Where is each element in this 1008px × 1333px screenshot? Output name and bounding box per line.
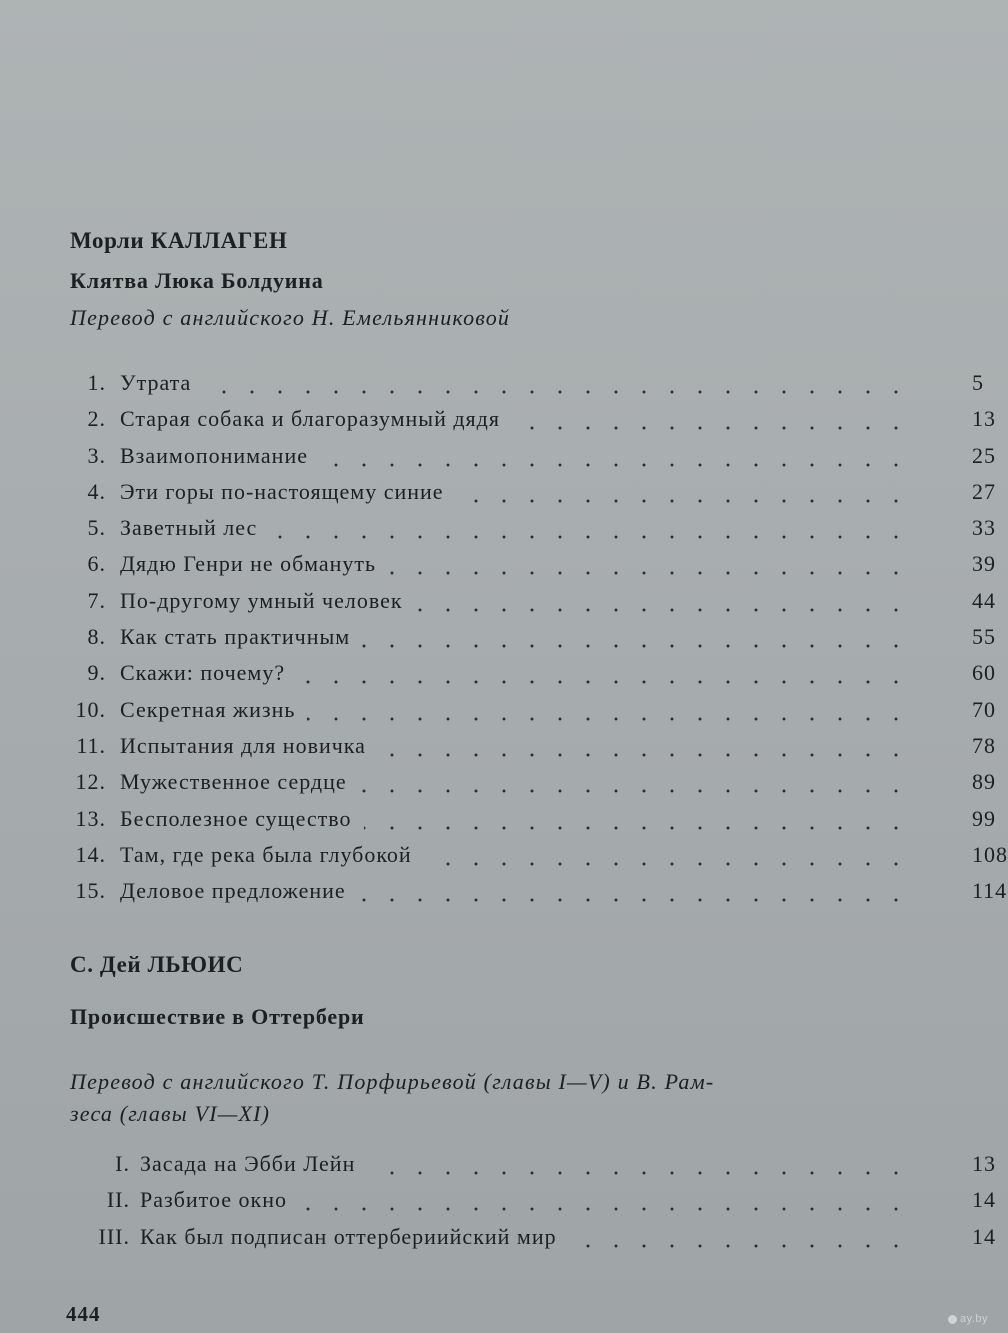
chapter-number: II. [106, 1187, 130, 1213]
chapter-page-number: 5 [972, 370, 984, 395]
leader-dots [415, 583, 915, 619]
toc-entry [0, 1182, 1000, 1218]
toc-entry [0, 619, 1000, 655]
chapter-title: Как стать практичным [120, 624, 351, 650]
leader-dots [359, 764, 915, 800]
leader-dots [456, 474, 915, 510]
chapter-number: 12. [75, 769, 106, 795]
chapter-number: 3. [87, 442, 106, 468]
chapter-page-number: 13 [972, 406, 996, 432]
chapter-page-number: 89 [972, 769, 996, 795]
chapter-title: Секретная жизнь [120, 696, 296, 722]
author-callaghan: Морли КАЛЛАГЕН [70, 228, 288, 253]
chapter-page-number: 33 [972, 515, 996, 541]
chapter-number: 11. [76, 732, 106, 758]
chapter-title: Дядю Генри не обмануть [120, 551, 377, 577]
toc-entry [0, 655, 1000, 691]
leader-dots [297, 655, 915, 691]
toc-entry [0, 401, 1000, 437]
table-of-contents-1 [0, 365, 1008, 909]
leader-dots [367, 1146, 915, 1182]
leader-dots [378, 728, 915, 764]
toc-entry [0, 764, 1000, 800]
chapter-page-number: 78 [972, 732, 996, 758]
chapter-title: Утрата [120, 370, 192, 395]
watermark-text: ay.by [960, 1313, 988, 1325]
watermark [948, 1313, 988, 1325]
translator-credit-2-line2: зеса (главы VI—XI) [70, 1101, 271, 1126]
leader-dots [364, 801, 915, 837]
toc-entry [0, 510, 1000, 546]
work-title-otterbury: Происшествие в Оттербери [70, 1004, 365, 1029]
leader-dots [320, 438, 915, 474]
chapter-page-number: 44 [972, 587, 996, 613]
leader-dots [512, 401, 915, 437]
chapter-page-number: 114 [972, 878, 1008, 904]
leader-dots [307, 692, 915, 728]
leader-dots [269, 510, 915, 546]
chapter-page-number: 99 [972, 805, 996, 831]
chapter-page-number: 14 [972, 1187, 996, 1213]
chapter-number: 6. [87, 551, 106, 577]
chapter-number: 7. [87, 587, 106, 613]
chapter-page-number: 27 [972, 478, 996, 504]
translator-credit-2-line1: Перевод с английского Т. Порфирьевой (главы I—V) и В. Рам- [70, 1069, 715, 1094]
chapter-page-number: 13 [972, 1151, 996, 1176]
toc-entry [0, 438, 1000, 474]
leader-dots [362, 619, 915, 655]
toc-entry [0, 474, 1000, 510]
chapter-title: Засада на Эбби Лейн [140, 1151, 356, 1176]
toc-entry [0, 1219, 1000, 1255]
toc-entry [0, 728, 1000, 764]
chapter-number: III. [98, 1223, 130, 1249]
leader-dots [388, 546, 915, 582]
toc-entry [0, 801, 1000, 837]
leader-dots [424, 837, 915, 873]
author-day-lewis: С. Дей ЛЬЮИС [70, 952, 244, 977]
chapter-page-number: 70 [972, 696, 996, 722]
chapter-number: 9. [87, 660, 106, 686]
chapter-title: Как был подписан оттербериийский мир [140, 1223, 557, 1249]
chapter-title: Скажи: почему? [120, 660, 286, 686]
table-of-contents-2 [0, 1146, 1000, 1255]
toc-entry [0, 583, 1000, 619]
chapter-page-number: 25 [972, 442, 996, 468]
toc-entry [0, 365, 1000, 401]
toc-entry [0, 873, 1008, 909]
chapter-title: Мужественное сердце [120, 769, 347, 795]
chapter-title: Взаимопонимание [120, 442, 308, 468]
work-title-luke-baldwin: Клятва Люка Болдуина [70, 268, 324, 293]
chapter-number: 15. [75, 878, 106, 904]
chapter-number: I. [115, 1151, 130, 1176]
chapter-title: Бесполезное существо [120, 805, 352, 831]
chapter-page-number: 108 [972, 841, 1008, 867]
chapter-page-number: 60 [972, 660, 996, 686]
leader-dots [569, 1219, 915, 1255]
chapter-title: Испытания для новичка [120, 732, 366, 758]
chapter-page-number: 55 [972, 624, 996, 650]
leader-dots [203, 365, 915, 401]
chapter-title: Старая собака и благоразумный дядя [120, 406, 500, 432]
chapter-title: Эти горы по-настоящему синие [120, 478, 444, 504]
chapter-number: 1. [87, 370, 106, 395]
chapter-number: 14. [75, 841, 106, 867]
chapter-title: Заветный лес [120, 515, 258, 541]
toc-entry [0, 692, 1000, 728]
chapter-number: 2. [87, 406, 106, 432]
chapter-title: Разбитое окно [140, 1187, 287, 1213]
chapter-number: 13. [75, 805, 106, 831]
translator-credit-1: Перевод с английского Н. Емельянниковой [70, 305, 511, 330]
chapter-title: Деловое предложение [120, 878, 346, 904]
toc-entry [0, 546, 1000, 582]
leader-dots [299, 1182, 915, 1218]
chapter-number: 8. [87, 624, 106, 650]
page-number: 444 [66, 1302, 101, 1326]
chapter-page-number: 14 [972, 1223, 996, 1249]
chapter-title: По-другому умный человек [120, 587, 403, 613]
watermark-logo-icon [948, 1315, 957, 1324]
toc-entry [0, 837, 1008, 873]
chapter-number: 10. [75, 696, 106, 722]
toc-entry [0, 1146, 1000, 1182]
leader-dots [358, 873, 915, 909]
chapter-title: Там, где река была глубокой [120, 841, 412, 867]
chapter-page-number: 39 [972, 551, 996, 577]
chapter-number: 4. [87, 478, 106, 504]
chapter-number: 5. [87, 515, 106, 541]
